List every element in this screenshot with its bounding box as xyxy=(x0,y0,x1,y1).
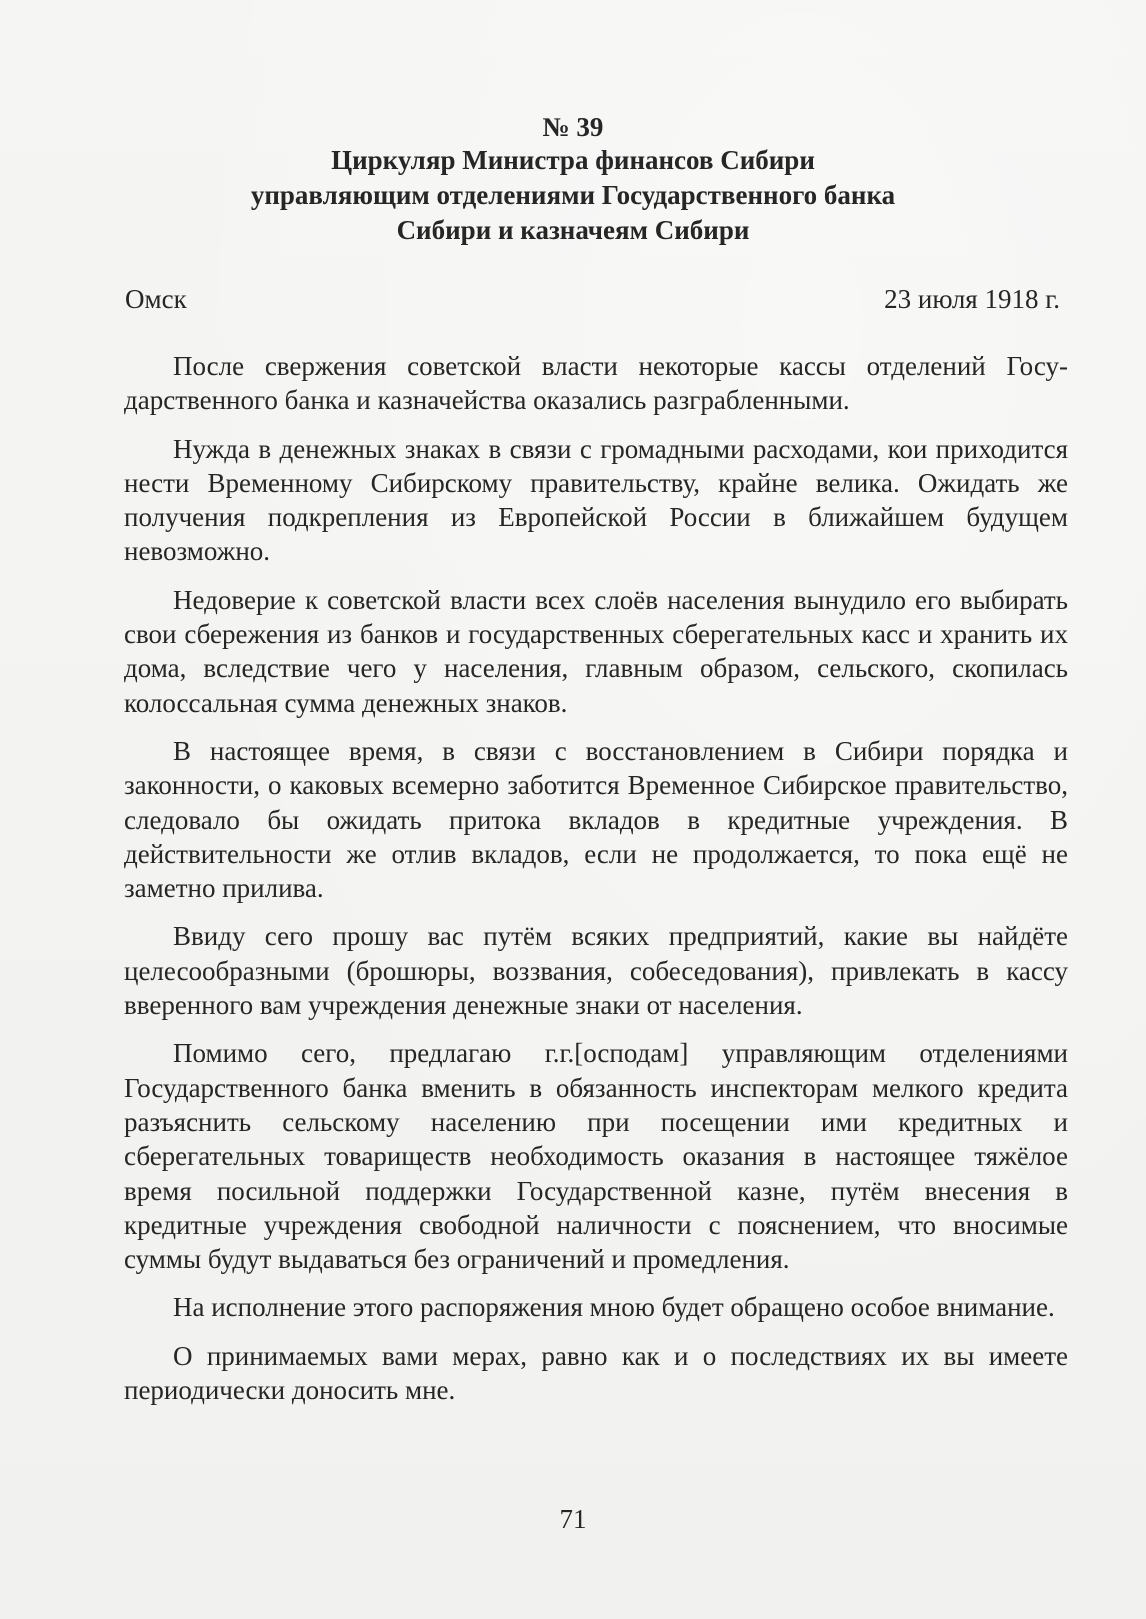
document-place: Омск xyxy=(125,284,187,314)
title-line-2: управляющим отделениями Государственного банка xyxy=(250,180,896,210)
paragraph-4: В настоящее время, в связи с восстановлением в Сибири порядка и законности, о каковых всемерно заботится Временное Сибирское правительство, следовало бы ожидать притока вкладов в кредитные учреждения. В действительности же отлив вкладов, если не продолжается, то пока ещё не заметно прилива. xyxy=(124,735,1068,904)
paragraph-7: На исполнение этого распоряжения мною будет обращено особое внимание. xyxy=(173,1292,1055,1323)
paragraph-5: Ввиду сего прошу вас путём всяких предприятий, какие вы найдёте целесообразными (брошюры, воззвания, собеседования), привлекать в кассу вверенного вам учреждения денежные знаки от населения. xyxy=(124,921,1068,1021)
document-body xyxy=(124,349,1068,1421)
page-number: 71 xyxy=(559,1504,587,1534)
title-line-1: Циркуляр Министра финансов Сибири xyxy=(331,145,815,175)
paragraph-2: Нужда в денежных знаках в связи с громадными расходами, кои приходится нести Временному Сибирскому правительству, крайне велика. Ожидать же получения подкрепления из Европейской России в ближайшем будущем невозможно. xyxy=(124,433,1068,567)
paragraph-6: Помимо сего, предлагаю г.г.[осподам] управляющим отделениями Государственного банка вменить в обязанность инспекторам мелкого кредита разъяснить сельскому населению при посещении ими кредитных и сберегательных товариществ необходимость оказания в настоящее тяжёлое время посильной поддержки Государственной казне, путём внесения в кредитные учреждения свободной наличности с пояснением, что вносимые суммы будут выдаваться без ограничений и промедления. xyxy=(124,1038,1068,1275)
document-date: 23 июля 1918 г. xyxy=(884,284,1060,314)
paragraph-3: Недоверие к советской власти всех слоёв населения вынудило его выбирать свои сбережения из банков и государственных сберегательных касс и хранить их дома, вследствие чего у населения, главным образом, сельского, скопилась колоссальная сумма денежных знаков. xyxy=(124,584,1068,718)
title-line-3: Сибири и казначеям Сибири xyxy=(396,215,750,245)
paragraph-8: О принимаемых вами мерах, равно как и о последствиях их вы имеете периодически доносить мне. xyxy=(124,1340,1068,1406)
document-number: № 39 xyxy=(542,112,604,142)
document-title xyxy=(150,143,996,248)
paragraph-1: После свержения советской власти некоторые кассы отделений Государственного банка и казначейства оказались разграбленными. xyxy=(124,351,1068,416)
